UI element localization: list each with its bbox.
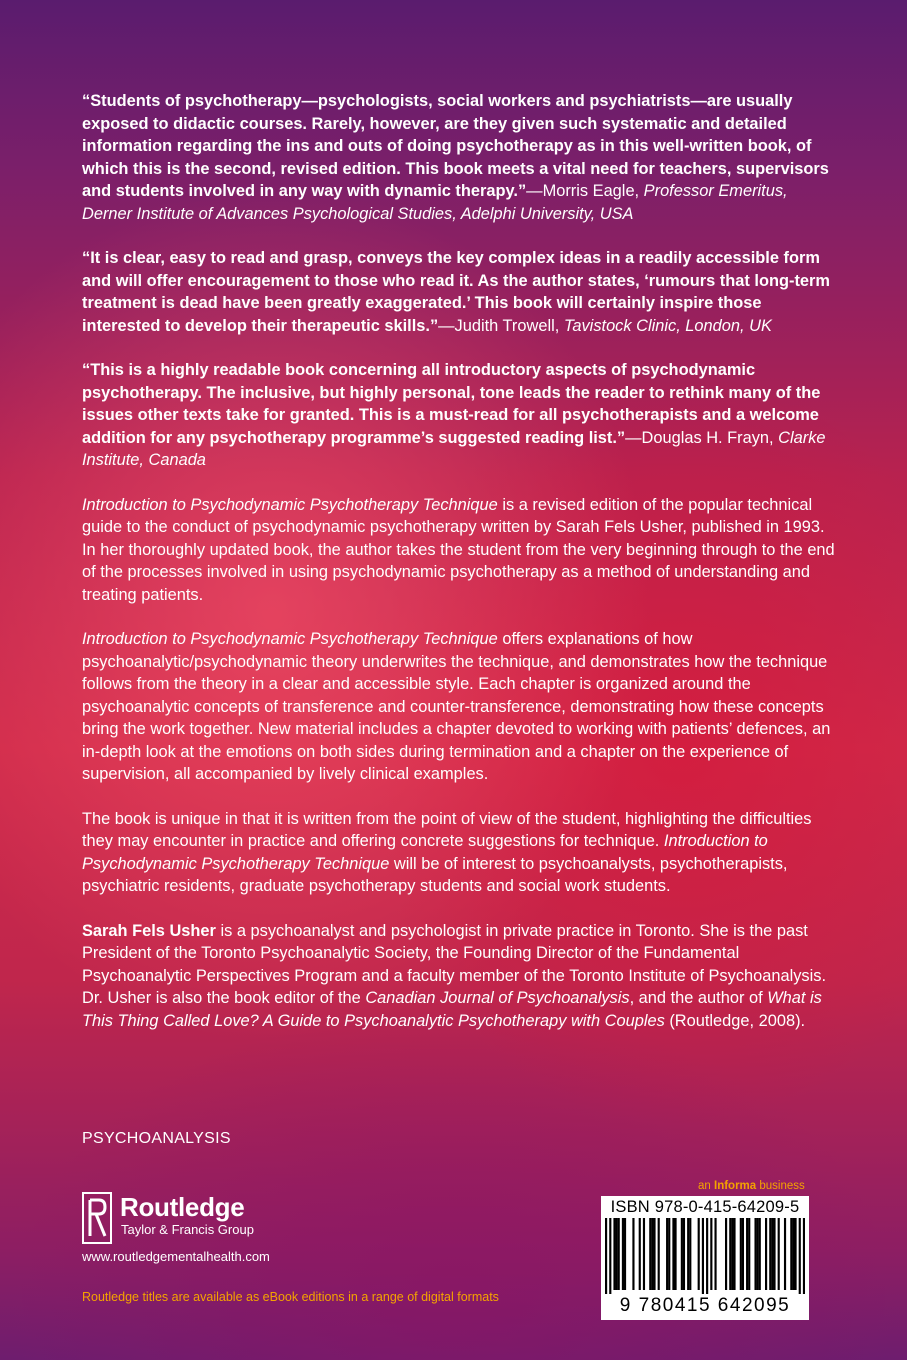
publisher-group: Taylor & Francis Group bbox=[121, 1222, 254, 1237]
isbn-barcode bbox=[601, 1196, 809, 1320]
barcode-bar bbox=[759, 1218, 761, 1290]
barcode-digits: 9 780415 642095 bbox=[619, 1295, 791, 1316]
back-cover-text bbox=[82, 90, 842, 1054]
barcode-bar bbox=[733, 1218, 735, 1290]
bio-text: (Routledge, 2008). bbox=[664, 1011, 806, 1030]
barcode-bar bbox=[803, 1218, 805, 1294]
barcode-bar bbox=[651, 1218, 653, 1290]
barcode-bar bbox=[799, 1218, 801, 1294]
barcode-bar bbox=[668, 1218, 670, 1290]
author-bio bbox=[82, 920, 842, 1033]
blurb-1 bbox=[82, 90, 842, 225]
blurb-author: —Judith Trowell, bbox=[438, 316, 564, 335]
blurb-quote: “It is clear, easy to read and grasp, conveys the key complex ideas in a readily accessible form and will offer encouragement to those who read it. As the author states, ‘rumours that long-term treatment is dead have been greatly exaggerated.’ This book will certainly inspire those interested to develop their therapeutic skills.” bbox=[82, 249, 830, 335]
blurb-author: —Morris Eagle, bbox=[526, 182, 644, 200]
barcode-bar bbox=[790, 1218, 792, 1290]
blurb-affiliation: Clarke Institute, Canada bbox=[82, 428, 826, 469]
barcode-bar bbox=[698, 1218, 700, 1290]
barcode-bar bbox=[792, 1218, 794, 1290]
barcode-bar bbox=[714, 1218, 716, 1290]
barcode-bar bbox=[731, 1218, 733, 1290]
barcode-bar bbox=[613, 1218, 615, 1290]
barcode-bar bbox=[649, 1218, 651, 1290]
barcode-bar bbox=[605, 1218, 607, 1294]
barcode-bar bbox=[702, 1218, 704, 1294]
informa-suffix: business bbox=[756, 1180, 805, 1192]
barcode-bar bbox=[681, 1218, 683, 1290]
barcode-bar bbox=[773, 1218, 775, 1290]
barcode-bar bbox=[687, 1218, 689, 1290]
publisher-logo bbox=[82, 1192, 342, 1248]
book-title: Introduction to Psychodynamic Psychotherapy Technique bbox=[82, 832, 768, 873]
description-3 bbox=[82, 808, 842, 898]
blurb-author: —Douglas H. Frayn, bbox=[625, 428, 779, 447]
barcode-bar bbox=[765, 1218, 767, 1290]
bio-text: , and the author of bbox=[629, 989, 768, 1007]
barcode-bar bbox=[769, 1218, 771, 1290]
previous-book-title: What is This Thing Called Love? A Guide to Psychoanalytic Psychotherapy with Couples bbox=[82, 989, 822, 1030]
barcode-bar bbox=[784, 1218, 786, 1290]
barcode-bar bbox=[754, 1218, 756, 1290]
blurb-2 bbox=[82, 247, 842, 337]
blurb-3 bbox=[82, 359, 842, 472]
isbn-label: ISBN 978-0-415-64209-5 bbox=[610, 1198, 800, 1216]
informa-brand: Informa bbox=[714, 1180, 757, 1192]
informa-prefix: an bbox=[698, 1180, 714, 1192]
barcode-bar bbox=[778, 1218, 780, 1290]
barcode-bar bbox=[643, 1218, 645, 1290]
barcode-bar bbox=[706, 1218, 708, 1294]
book-title: Introduction to Psychodynamic Psychotherapy Technique bbox=[82, 495, 498, 514]
routledge-logo-icon bbox=[82, 1192, 112, 1244]
bio-text: is a psychoanalyst and psychologist in private practice in Toronto. She is the past President of the Toronto Psychoanalytic Society, the Founding Director of the Fundamental Psychoanalytic Perspectives Program and a faculty member of the Toronto Institute of Psychoanalysis. Dr. Usher is also the book editor of the bbox=[82, 921, 827, 1007]
barcode-bar bbox=[746, 1218, 748, 1290]
publisher-website[interactable]: www.routledgementalhealth.com bbox=[82, 1249, 270, 1264]
barcode-bar bbox=[639, 1218, 641, 1290]
barcode-bar bbox=[672, 1218, 674, 1290]
description-2 bbox=[82, 628, 842, 786]
barcode-bar bbox=[710, 1218, 712, 1290]
blurb-quote: “Students of psychotherapy—psychologists, social workers and psychiatrists—are usually exposed to didactic courses. Rarely, however, are they given such systematic and detailed information regarding the ins and outs of doing psychotherapy as in this well-written book, of which this is the second, revised edition. This book meets a vital need for teachers, supervisors and students involved in any way with dynamic therapy.” bbox=[82, 92, 829, 200]
description-text: will be of interest to psychoanalysts, psychotherapists, psychiatric residents, graduate psychotherapy students and social work students. bbox=[82, 854, 788, 895]
barcode-bar bbox=[666, 1218, 668, 1290]
informa-business-label bbox=[698, 1180, 805, 1192]
barcode-bar bbox=[757, 1218, 759, 1290]
publisher-name: Routledge bbox=[120, 1192, 245, 1222]
book-title: Introduction to Psychodynamic Psychotherapy Technique bbox=[82, 630, 498, 648]
barcode-bar bbox=[771, 1218, 773, 1290]
barcode-bar bbox=[618, 1218, 620, 1290]
barcode-bar bbox=[616, 1218, 618, 1290]
barcode-bar bbox=[609, 1218, 611, 1294]
barcode-bar bbox=[740, 1218, 742, 1290]
description-text: is a revised edition of the popular technical guide to the conduct of psychodynamic psychotherapy written by Sarah Fels Usher, published in 1993. In her thoroughly updated book, the author takes the student from the very beginning through to the end of the processes involved in using psychodynamic psychotherapy as a method of understanding and treating patients. bbox=[82, 495, 835, 604]
barcode-bar bbox=[742, 1218, 744, 1290]
ebook-note: Routledge titles are available as eBook editions in a range of digital formats bbox=[82, 1290, 499, 1304]
description-1 bbox=[82, 494, 842, 607]
barcode-bar bbox=[624, 1218, 626, 1290]
barcode-bar bbox=[632, 1218, 634, 1290]
description-text: offers explanations of how psychoanalytic/psychodynamic theory underwrites the technique, and demonstrates how the technique follows from the theory in a clear and accessible style. Each chapter is organized around the psychoanalytic concepts of transference and counter-transference, demonstrating how these concepts bring the work together. New material includes a chapter devoted to working with patients’ defences, an in-depth look at the emotions on both sides during termination and a chapter on the experience of supervision, all accompanied by lively clinical examples. bbox=[82, 630, 831, 783]
barcode-bar bbox=[725, 1218, 727, 1290]
barcode-bar bbox=[683, 1218, 685, 1290]
journal-title: Canadian Journal of Psychoanalysis bbox=[365, 989, 630, 1007]
blurb-quote: “This is a highly readable book concerning all introductory aspects of psychodynamic psychotherapy. The inclusive, but highly personal, tone leads the reader to rethink many of the issues other texts take for granted. This is a must-read for all psychotherapists and a welcome addition for any psychotherapy programme’s suggested reading list.” bbox=[82, 361, 821, 447]
barcode-bar bbox=[794, 1218, 796, 1290]
description-text: The book is unique in that it is written from the point of view of the student, highlighting the difficulties they may encounter in practice and offering concrete suggestions for technique. bbox=[82, 809, 812, 850]
barcode-bar bbox=[674, 1218, 676, 1290]
subject-category: PSYCHOANALYSIS bbox=[82, 1130, 231, 1147]
barcode-bar bbox=[653, 1218, 655, 1290]
barcode-bar bbox=[622, 1218, 624, 1290]
barcode-bar bbox=[689, 1218, 691, 1290]
barcode-bar bbox=[658, 1218, 660, 1290]
blurb-affiliation: Professor Emeritus, Derner Institute of Advances Psychological Studies, Adelphi University, USA bbox=[82, 182, 788, 223]
author-name: Sarah Fels Usher bbox=[82, 921, 216, 940]
barcode-bars bbox=[605, 1218, 805, 1294]
blurb-affiliation: Tavistock Clinic, London, UK bbox=[563, 316, 772, 335]
barcode-bar bbox=[729, 1218, 731, 1290]
barcode-bar bbox=[748, 1218, 750, 1290]
